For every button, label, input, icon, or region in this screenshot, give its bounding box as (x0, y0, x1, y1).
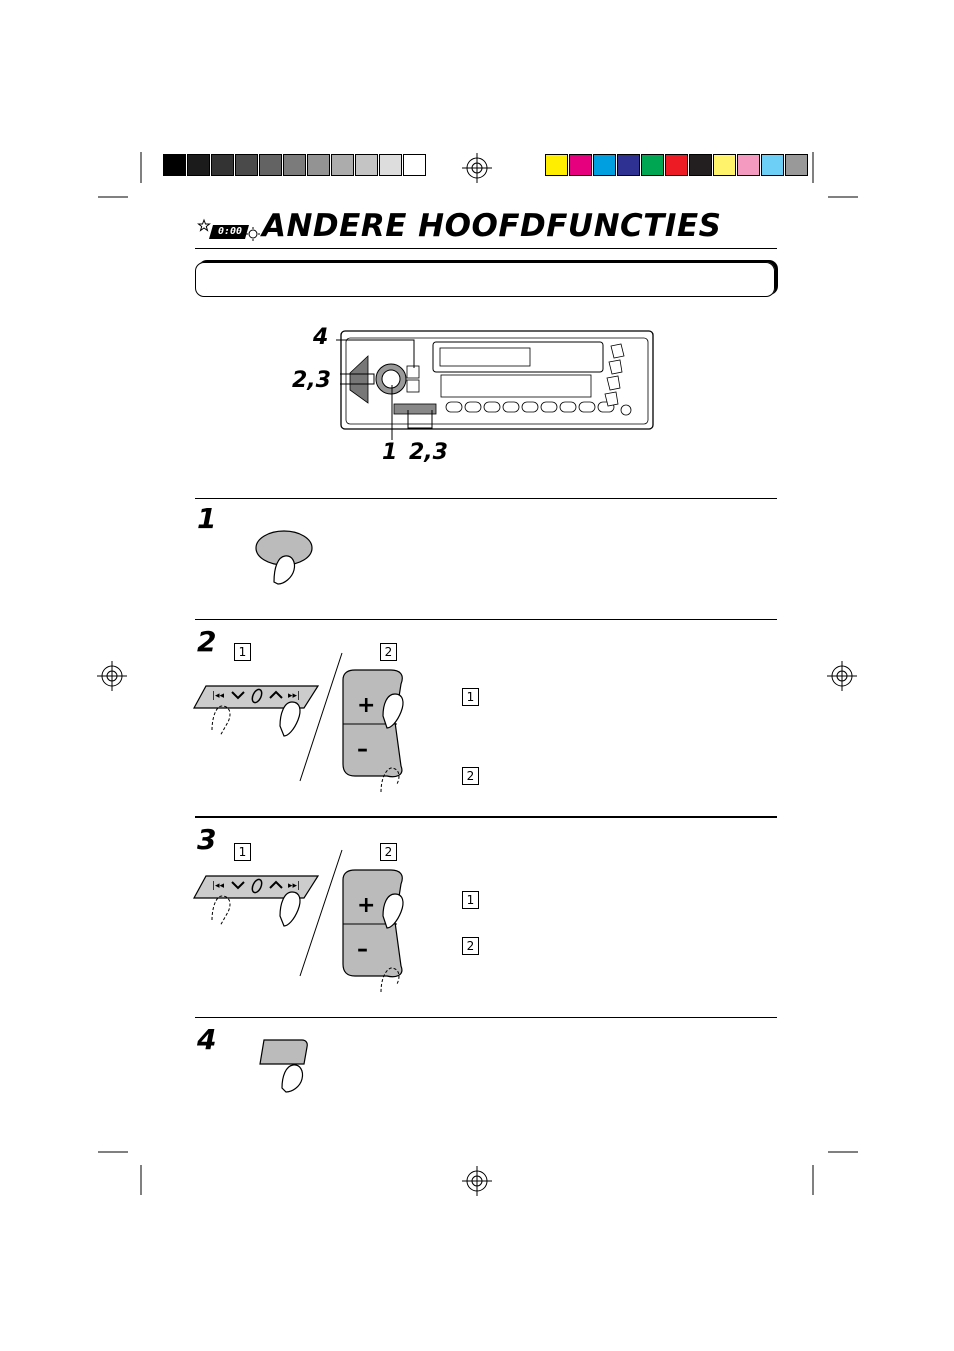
gray-swatch (331, 154, 354, 176)
step-3-plus-minus-button (335, 868, 415, 998)
color-swatch (713, 154, 736, 176)
svg-text:|◂◂: |◂◂ (212, 691, 225, 701)
step-3-sub-2: 2 (380, 843, 397, 861)
color-swatch (737, 154, 760, 176)
callout-top: 4 (313, 325, 329, 350)
step-2-sub-1: 1 (234, 643, 251, 661)
color-swatch (689, 154, 712, 176)
color-swatch (545, 154, 568, 176)
step-3-side-2: 2 (462, 937, 479, 955)
step-4-button-press (256, 1036, 326, 1096)
step-2-plus-minus-button (335, 668, 415, 798)
svg-text:+: + (357, 693, 376, 718)
step-1-button-press (252, 522, 322, 592)
gray-swatch (379, 154, 402, 176)
gray-swatch (403, 154, 426, 176)
step-1-number: 1 (197, 502, 217, 535)
svg-text:–: – (357, 737, 368, 762)
step-2-divider (195, 619, 777, 620)
gray-swatch (283, 154, 306, 176)
step-2-side-2: 2 (462, 767, 479, 785)
step-4-number: 4 (197, 1023, 217, 1056)
step-3-side-1: 1 (462, 891, 479, 909)
registration-target-top (462, 153, 492, 183)
process-color-bar (545, 154, 809, 176)
step-2-side-1: 1 (462, 688, 479, 706)
color-swatch (665, 154, 688, 176)
step-4-divider (195, 1017, 777, 1018)
step-2-sub-2: 2 (380, 643, 397, 661)
gray-swatch (235, 154, 258, 176)
color-swatch (569, 154, 592, 176)
gray-swatch (163, 154, 186, 176)
step-2-number: 2 (197, 625, 217, 658)
callout-bottom-a: 1 (382, 440, 398, 465)
clock-icon-text: 0:00 (218, 226, 243, 237)
clock-icon (199, 219, 261, 241)
gray-swatch (187, 154, 210, 176)
color-swatch (785, 154, 808, 176)
color-swatch (761, 154, 784, 176)
callout-left: 2,3 (292, 368, 331, 393)
registration-target-bottom (462, 1166, 492, 1196)
color-swatch (593, 154, 616, 176)
svg-text:▸▸|: ▸▸| (288, 881, 301, 891)
gray-swatch (355, 154, 378, 176)
control-panel-diagram (328, 328, 658, 433)
svg-text:+: + (357, 893, 376, 918)
gray-swatch (211, 154, 234, 176)
step-3-sub-1: 1 (234, 843, 251, 861)
section-heading-box (195, 262, 775, 297)
svg-text:|◂◂: |◂◂ (212, 881, 225, 891)
registration-target-right (827, 661, 857, 691)
step-3-number: 3 (197, 823, 217, 856)
gray-swatch (307, 154, 330, 176)
registration-target-left (97, 661, 127, 691)
title-rule (195, 248, 777, 249)
gray-swatch (259, 154, 282, 176)
svg-text:▸▸|: ▸▸| (288, 691, 301, 701)
color-swatch (641, 154, 664, 176)
color-swatch (617, 154, 640, 176)
svg-text:–: – (357, 937, 368, 962)
gray-scale-bar (163, 154, 427, 176)
callout-bottom-b: 2,3 (409, 440, 448, 465)
step-1-divider (195, 498, 777, 499)
step-3-divider (195, 816, 777, 818)
page-title: ANDERE HOOFDFUNCTIES (262, 208, 722, 244)
